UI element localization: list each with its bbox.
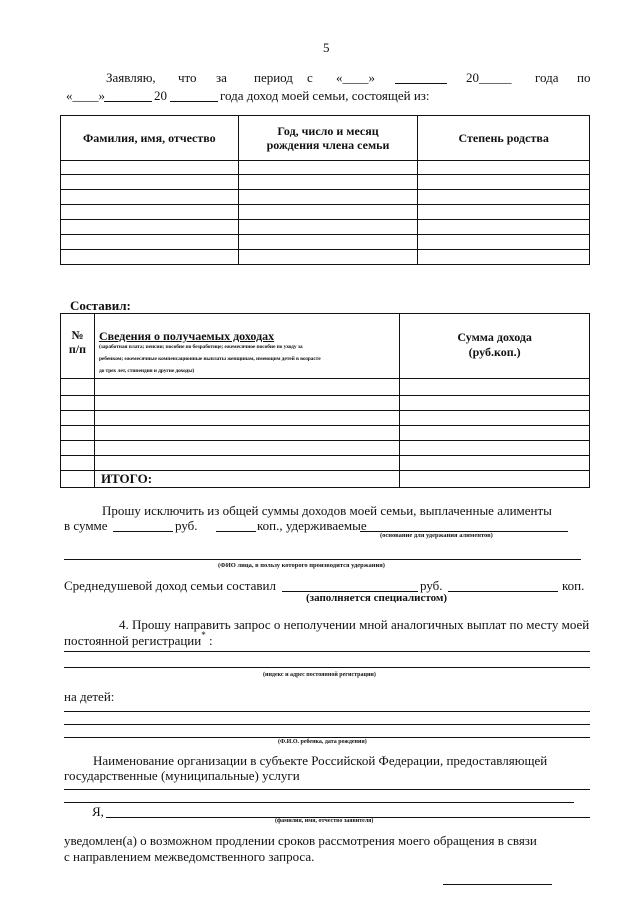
kop-label: коп. <box>562 578 585 593</box>
organization-line-1: Наименование организации в субъекте Российской Федерации, предоставляющей <box>93 753 548 768</box>
cell[interactable] <box>418 175 590 190</box>
compiled-label: Составил: <box>70 298 131 313</box>
family-table <box>60 115 590 265</box>
organization-line-2: государственные (муниципальные) услуги <box>64 768 300 783</box>
cell[interactable] <box>61 250 239 265</box>
cell[interactable] <box>61 411 95 426</box>
cell[interactable] <box>61 396 95 411</box>
cell[interactable] <box>400 396 590 411</box>
alimony-kop-field[interactable] <box>216 531 256 532</box>
organization-field[interactable] <box>64 789 590 790</box>
cell[interactable] <box>418 235 590 250</box>
cell[interactable] <box>61 190 239 205</box>
table-row[interactable] <box>61 161 590 175</box>
registration-address-field[interactable] <box>64 667 590 668</box>
rub-label: руб. <box>175 518 198 533</box>
cell[interactable] <box>400 441 590 456</box>
cell[interactable] <box>418 190 590 205</box>
cell[interactable] <box>418 205 590 220</box>
table-row[interactable] <box>61 426 590 441</box>
table-row[interactable] <box>61 411 590 426</box>
cell[interactable] <box>61 379 95 396</box>
intro-word: по <box>577 70 591 85</box>
column-header-birthdate <box>238 116 418 161</box>
intro-word: за <box>216 70 227 85</box>
intro-word: период <box>254 70 293 85</box>
total-row <box>61 471 590 488</box>
average-kop-field[interactable] <box>448 591 558 592</box>
cell[interactable] <box>238 190 418 205</box>
table-row[interactable] <box>61 220 590 235</box>
date-end-month-field[interactable] <box>104 101 152 102</box>
cell[interactable] <box>94 396 399 411</box>
cell[interactable] <box>400 426 590 441</box>
family-table-header <box>61 116 590 161</box>
intro-word: года <box>535 70 559 85</box>
applicant-label: Я, <box>92 804 104 819</box>
cell[interactable] <box>61 175 239 190</box>
cell[interactable] <box>238 250 418 265</box>
column-header-amount <box>400 314 590 379</box>
column-header-number <box>61 314 95 379</box>
table-row[interactable] <box>61 441 590 456</box>
date-end-day[interactable]: «____» <box>66 88 105 103</box>
alimony-rub-field[interactable] <box>113 531 173 532</box>
cell[interactable] <box>94 411 399 426</box>
cell[interactable] <box>238 161 418 175</box>
intro-word: Заявляю, <box>106 70 156 85</box>
cell[interactable] <box>418 250 590 265</box>
request-line-1: 4. Прошу направить запрос о неполучении мной аналогичных выплат по месту моей <box>119 617 590 632</box>
income-table-header <box>61 314 590 379</box>
column-header-income-info <box>94 314 399 379</box>
number-header-line: п/п <box>68 342 87 356</box>
registration-address-field[interactable] <box>64 651 590 652</box>
cell[interactable] <box>238 235 418 250</box>
request-text: постоянной регистрации <box>64 633 202 648</box>
date-start-day[interactable]: «____» <box>336 70 375 85</box>
kop-withheld-label: коп., удерживаемые <box>257 518 367 533</box>
amount-header-line: (руб.коп.) <box>468 345 521 359</box>
alimony-line-2 <box>64 518 594 534</box>
cell[interactable] <box>238 175 418 190</box>
number-header-line: № <box>71 328 84 342</box>
child-info-field[interactable] <box>64 711 590 712</box>
child-info-field[interactable] <box>64 737 590 738</box>
total-amount-cell[interactable] <box>400 471 590 488</box>
cell[interactable] <box>238 205 418 220</box>
intro-continuation: года доход моей семьи, состоящей из: <box>220 88 430 103</box>
request-colon: : <box>208 633 213 648</box>
specialist-caption: (заполняется специалистом) <box>306 592 448 604</box>
page-number: 5 <box>323 40 330 55</box>
cell[interactable] <box>61 441 95 456</box>
child-info-field[interactable] <box>64 724 590 725</box>
cell[interactable] <box>94 426 399 441</box>
cell[interactable] <box>94 456 399 471</box>
cell[interactable] <box>61 426 95 441</box>
table-row[interactable] <box>61 235 590 250</box>
registration-caption: (индекс и адрес постоянной регистрации) <box>263 672 376 678</box>
income-info-note: ребенком; ежемесячные компенсационные выплаты женщинам, имеющим детей в возрасте <box>98 356 321 362</box>
footnote-star: * <box>201 630 206 640</box>
child-info-caption: (Ф.И.О. ребенка, дата рождения) <box>278 739 367 745</box>
table-row[interactable] <box>61 190 590 205</box>
cell[interactable] <box>61 235 239 250</box>
cell[interactable] <box>94 441 399 456</box>
alimony-basis-caption: (основание для удержания алиментов) <box>380 532 493 539</box>
cell[interactable] <box>238 220 418 235</box>
children-label: на детей: <box>64 689 115 704</box>
date-start-year[interactable]: 20_____ <box>466 70 512 85</box>
cell[interactable] <box>94 379 399 396</box>
column-header-name: Фамилия, имя, отчество <box>61 116 239 161</box>
intro-word: с <box>307 70 313 85</box>
cell[interactable] <box>400 456 590 471</box>
income-table <box>60 313 590 488</box>
alimony-line-1: Прошу исключить из общей суммы доходов моей семьи, выплаченные алименты <box>102 503 552 518</box>
cell[interactable] <box>400 379 590 396</box>
table-row[interactable] <box>61 205 590 220</box>
table-row[interactable] <box>61 379 590 396</box>
cell <box>61 471 95 488</box>
average-income-label: Среднедушевой доход семьи составил <box>64 578 276 593</box>
table-row[interactable] <box>61 250 590 265</box>
cell[interactable] <box>61 205 239 220</box>
rub-label: руб. <box>420 578 443 593</box>
cell[interactable] <box>61 161 239 175</box>
income-info-note: до трех лет, стипендия и другие доходы) <box>98 368 195 374</box>
income-info-note: (заработная плата; пенсии; пособие по безработице; ежемесячное пособие по уходу за <box>98 344 303 350</box>
birthdate-header-line: Год, число и месяц <box>277 124 379 138</box>
cell[interactable] <box>61 456 95 471</box>
intro-word: что <box>178 70 197 85</box>
date-end-year-field[interactable] <box>170 101 218 102</box>
beneficiary-field[interactable] <box>64 559 581 560</box>
table-row[interactable] <box>61 456 590 471</box>
notice-line-2: с направлением межведомственного запроса. <box>64 849 315 864</box>
birthdate-header-line: рождения члена семьи <box>266 138 390 152</box>
cell[interactable] <box>418 220 590 235</box>
table-row[interactable] <box>61 175 590 190</box>
signature-field[interactable] <box>443 884 552 885</box>
applicant-caption: (фамилия, имя, отчество заявителя) <box>275 818 374 824</box>
amount-header-line: Сумма дохода <box>457 330 532 344</box>
date-start-month-field[interactable] <box>395 83 447 84</box>
notice-line-1: уведомлен(а) о возможном продлении сроков рассмотрения моего обращения в связи <box>64 833 537 848</box>
column-header-relation: Степень родства <box>418 116 590 161</box>
alimony-label: в сумме <box>64 518 108 533</box>
cell[interactable] <box>400 411 590 426</box>
total-label: ИТОГО: <box>94 471 399 488</box>
intro-line-2 <box>0 88 640 104</box>
organization-field[interactable] <box>64 802 574 803</box>
income-info-title: Сведения о получаемых доходах <box>98 329 275 343</box>
beneficiary-caption: (ФИО лица, в пользу которого производится удержания) <box>218 562 385 569</box>
cell[interactable] <box>418 161 590 175</box>
cell[interactable] <box>61 220 239 235</box>
date-end-year-prefix: 20 <box>154 88 167 103</box>
request-line-2 <box>64 630 213 649</box>
table-row[interactable] <box>61 396 590 411</box>
intro-line-1 <box>0 70 640 86</box>
